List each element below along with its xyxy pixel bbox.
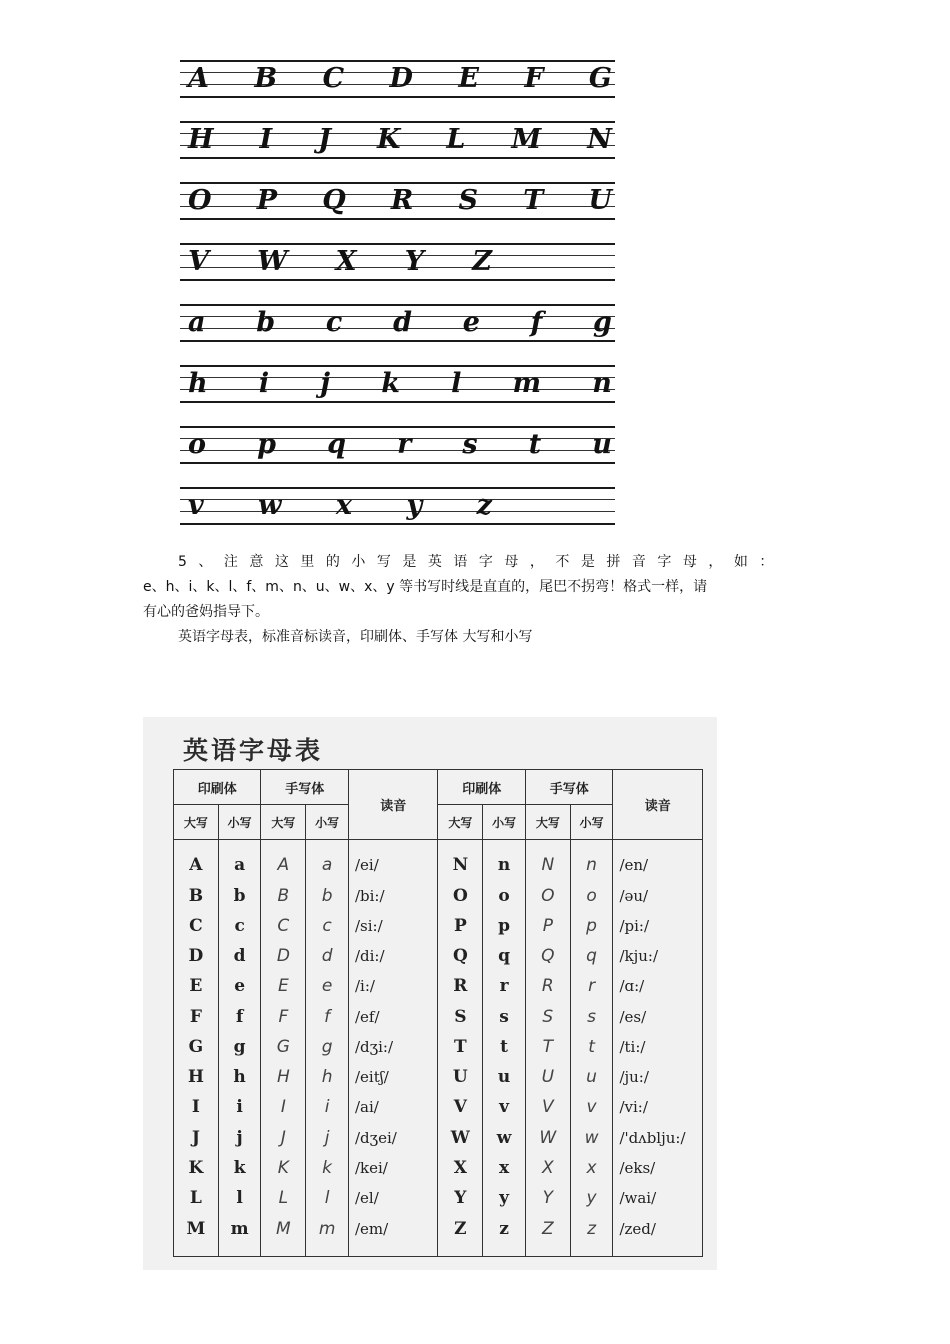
practice-letter: t: [528, 428, 543, 460]
phonetic-cell: /zed/: [613, 1213, 703, 1256]
table-row: [174, 881, 703, 911]
handwriting-lower-cell: h: [306, 1062, 349, 1092]
handwriting-upper-cell: H: [261, 1062, 306, 1092]
practice-letter: M: [511, 123, 543, 155]
practice-letter: v: [188, 489, 205, 521]
print-lower-cell: p: [483, 911, 526, 941]
header-pronunciation-right: 读音: [613, 770, 703, 840]
handwriting-upper-cell: S: [525, 1002, 570, 1032]
handwriting-lower-cell: i: [306, 1092, 349, 1122]
print-upper-cell: X: [438, 1153, 483, 1183]
handwriting-lower-cell: v: [570, 1092, 613, 1122]
header-lower: 小写: [306, 805, 349, 840]
table-row: [174, 1213, 703, 1256]
phonetic-cell: /i:/: [348, 971, 438, 1001]
practice-letter: d: [393, 306, 413, 338]
practice-row: [180, 52, 615, 102]
print-lower-cell: d: [218, 941, 261, 971]
practice-letter: j: [320, 367, 332, 399]
handwriting-upper-cell: D: [261, 941, 306, 971]
phonetic-cell: /wai/: [613, 1183, 703, 1213]
handwriting-lower-cell: t: [570, 1032, 613, 1062]
phonetic-cell: /kju:/: [613, 941, 703, 971]
practice-letter: g: [593, 306, 613, 338]
practice-letter: Y: [404, 245, 426, 277]
handwriting-upper-cell: V: [525, 1092, 570, 1122]
handwriting-upper-cell: Z: [525, 1213, 570, 1256]
handwriting-lower-cell: w: [570, 1122, 613, 1152]
handwriting-lower-cell: m: [306, 1213, 349, 1256]
phonetic-cell: /ju:/: [613, 1062, 703, 1092]
handwriting-lower-cell: q: [570, 941, 613, 971]
practice-row: [180, 357, 615, 407]
handwriting-lower-cell: l: [306, 1183, 349, 1213]
handwriting-upper-cell: N: [525, 840, 570, 881]
phonetic-cell: /ti:/: [613, 1032, 703, 1062]
phonetic-cell: /kei/: [348, 1153, 438, 1183]
handwriting-lower-cell: r: [570, 971, 613, 1001]
practice-letter: k: [381, 367, 401, 399]
practice-letter: K: [376, 123, 402, 155]
practice-letter: A: [188, 62, 210, 94]
practice-letter: W: [257, 245, 289, 277]
handwriting-upper-cell: E: [261, 971, 306, 1001]
header-print-right: 印刷体: [438, 770, 525, 805]
print-upper-cell: N: [438, 840, 483, 881]
practice-letter: n: [592, 367, 613, 399]
practice-row: [180, 235, 615, 285]
print-lower-cell: h: [218, 1062, 261, 1092]
print-lower-cell: j: [218, 1122, 261, 1152]
handwriting-upper-cell: M: [261, 1213, 306, 1256]
print-upper-cell: J: [174, 1122, 219, 1152]
print-upper-cell: Z: [438, 1213, 483, 1256]
print-lower-cell: a: [218, 840, 261, 881]
handwriting-lower-cell: j: [306, 1122, 349, 1152]
practice-letter: S: [458, 184, 480, 216]
print-lower-cell: x: [483, 1153, 526, 1183]
table-row: [174, 1122, 703, 1152]
print-lower-cell: i: [218, 1092, 261, 1122]
practice-row: [180, 479, 615, 529]
print-upper-cell: R: [438, 971, 483, 1001]
handwriting-upper-cell: C: [261, 911, 306, 941]
handwriting-practice-image: [180, 52, 615, 540]
practice-letter: B: [254, 62, 279, 94]
note-line-1: 5、注意这里的小写是英语字母，不是拼音字母，如：: [178, 554, 785, 570]
practice-letter: y: [406, 489, 424, 521]
phonetic-cell: /em/: [348, 1213, 438, 1256]
alphabet-table-image: [143, 717, 717, 1270]
handwriting-lower-cell: e: [306, 971, 349, 1001]
practice-letter: R: [390, 184, 415, 216]
table-row: [174, 1183, 703, 1213]
print-upper-cell: B: [174, 881, 219, 911]
print-lower-cell: o: [483, 881, 526, 911]
header-pronunciation-left: 读音: [348, 770, 438, 840]
practice-letter: e: [462, 306, 481, 338]
table-row: [174, 1092, 703, 1122]
print-upper-cell: G: [174, 1032, 219, 1062]
practice-letter: G: [588, 62, 613, 94]
practice-letter: z: [476, 489, 493, 521]
practice-letter: H: [188, 123, 215, 155]
print-lower-cell: b: [218, 881, 261, 911]
note-line-3: 有心的爸妈指导下。: [143, 604, 269, 620]
phonetic-cell: /ei/: [348, 840, 438, 881]
phonetic-cell: /eks/: [613, 1153, 703, 1183]
print-upper-cell: W: [438, 1122, 483, 1152]
handwriting-upper-cell: Y: [525, 1183, 570, 1213]
table-row: [174, 1062, 703, 1092]
practice-letter: E: [458, 62, 480, 94]
print-upper-cell: Y: [438, 1183, 483, 1213]
header-handwriting-right: 手写体: [525, 770, 612, 805]
practice-letter: T: [523, 184, 545, 216]
practice-letter: p: [257, 428, 277, 460]
phonetic-cell: /si:/: [348, 911, 438, 941]
practice-letter: V: [188, 245, 210, 277]
handwriting-upper-cell: R: [525, 971, 570, 1001]
print-lower-cell: f: [218, 1002, 261, 1032]
alphabet-table-body: [174, 840, 703, 1257]
handwriting-lower-cell: n: [570, 840, 613, 881]
header-lower: 小写: [218, 805, 261, 840]
practice-letter: q: [327, 428, 347, 460]
handwriting-upper-cell: X: [525, 1153, 570, 1183]
practice-letter: h: [188, 367, 209, 399]
alphabet-table: [173, 769, 703, 1257]
print-lower-cell: g: [218, 1032, 261, 1062]
table-row: [174, 971, 703, 1001]
print-upper-cell: T: [438, 1032, 483, 1062]
print-upper-cell: I: [174, 1092, 219, 1122]
print-upper-cell: U: [438, 1062, 483, 1092]
print-upper-cell: D: [174, 941, 219, 971]
practice-letter: i: [258, 367, 271, 399]
phonetic-cell: /es/: [613, 1002, 703, 1032]
handwriting-lower-cell: s: [570, 1002, 613, 1032]
handwriting-upper-cell: U: [525, 1062, 570, 1092]
handwriting-lower-cell: x: [570, 1153, 613, 1183]
print-upper-cell: S: [438, 1002, 483, 1032]
practice-row: [180, 174, 615, 224]
table-row: [174, 1153, 703, 1183]
practice-letter: s: [462, 428, 479, 460]
print-lower-cell: l: [218, 1183, 261, 1213]
practice-letter: o: [188, 428, 208, 460]
handwriting-lower-cell: c: [306, 911, 349, 941]
alphabet-table-title: 英语字母表: [183, 736, 324, 765]
practice-letter: I: [259, 123, 274, 155]
table-row: [174, 1032, 703, 1062]
handwriting-upper-cell: W: [525, 1122, 570, 1152]
handwriting-upper-cell: G: [261, 1032, 306, 1062]
handwriting-upper-cell: T: [525, 1032, 570, 1062]
handwriting-lower-cell: y: [570, 1183, 613, 1213]
print-lower-cell: s: [483, 1002, 526, 1032]
practice-letter: U: [588, 184, 613, 216]
print-upper-cell: P: [438, 911, 483, 941]
practice-letter: D: [389, 62, 414, 94]
handwriting-upper-cell: B: [261, 881, 306, 911]
handwriting-upper-cell: K: [261, 1153, 306, 1183]
print-upper-cell: Q: [438, 941, 483, 971]
practice-letter: f: [530, 306, 544, 338]
handwriting-lower-cell: k: [306, 1153, 349, 1183]
print-upper-cell: L: [174, 1183, 219, 1213]
print-upper-cell: F: [174, 1002, 219, 1032]
table-row: [174, 1002, 703, 1032]
print-lower-cell: r: [483, 971, 526, 1001]
print-lower-cell: y: [483, 1183, 526, 1213]
print-lower-cell: w: [483, 1122, 526, 1152]
handwriting-lower-cell: p: [570, 911, 613, 941]
handwriting-lower-cell: b: [306, 881, 349, 911]
print-lower-cell: m: [218, 1213, 261, 1256]
handwriting-upper-cell: L: [261, 1183, 306, 1213]
phonetic-cell: /dʒei/: [348, 1122, 438, 1152]
practice-letter: l: [451, 367, 463, 399]
print-lower-cell: t: [483, 1032, 526, 1062]
table-row: [174, 840, 703, 881]
header-upper: 大写: [261, 805, 306, 840]
handwriting-upper-cell: I: [261, 1092, 306, 1122]
practice-letter: F: [524, 62, 545, 94]
handwriting-lower-cell: d: [306, 941, 349, 971]
print-lower-cell: k: [218, 1153, 261, 1183]
practice-letter: O: [188, 184, 213, 216]
print-lower-cell: z: [483, 1213, 526, 1256]
phonetic-cell: /en/: [613, 840, 703, 881]
handwriting-upper-cell: Q: [525, 941, 570, 971]
phonetic-cell: /'dʌblju:/: [613, 1122, 703, 1152]
header-print-left: 印刷体: [174, 770, 261, 805]
phonetic-cell: /bi:/: [348, 881, 438, 911]
practice-letter: L: [446, 123, 467, 155]
note-line-2: e、h、i、k、l、f、m、n、u、w、x、y 等书写时线是直直的，尾巴不拐弯！格式一样，请: [143, 579, 708, 595]
practice-row: [180, 113, 615, 163]
header-handwriting-left: 手写体: [261, 770, 348, 805]
phonetic-cell: /ef/: [348, 1002, 438, 1032]
phonetic-cell: /dʒi:/: [348, 1032, 438, 1062]
print-lower-cell: q: [483, 941, 526, 971]
practice-letter: b: [256, 306, 277, 338]
practice-row: [180, 296, 615, 346]
practice-letter: P: [256, 184, 279, 216]
print-lower-cell: v: [483, 1092, 526, 1122]
practice-letter: J: [318, 123, 332, 155]
header-lower: 小写: [483, 805, 526, 840]
print-lower-cell: n: [483, 840, 526, 881]
handwriting-lower-cell: a: [306, 840, 349, 881]
phonetic-cell: /vi:/: [613, 1092, 703, 1122]
print-upper-cell: K: [174, 1153, 219, 1183]
practice-letter: a: [188, 306, 207, 338]
handwriting-lower-cell: z: [570, 1213, 613, 1256]
handwriting-upper-cell: A: [261, 840, 306, 881]
phonetic-cell: /əu/: [613, 881, 703, 911]
table-row: [174, 911, 703, 941]
phonetic-cell: /ai/: [348, 1092, 438, 1122]
handwriting-upper-cell: P: [525, 911, 570, 941]
print-upper-cell: O: [438, 881, 483, 911]
practice-letter: N: [587, 123, 613, 155]
print-upper-cell: A: [174, 840, 219, 881]
header-upper: 大写: [525, 805, 570, 840]
handwriting-upper-cell: F: [261, 1002, 306, 1032]
print-lower-cell: c: [218, 911, 261, 941]
print-upper-cell: C: [174, 911, 219, 941]
practice-letter: c: [325, 306, 344, 338]
handwriting-lower-cell: g: [306, 1032, 349, 1062]
table-row: [174, 941, 703, 971]
header-lower: 小写: [570, 805, 613, 840]
header-upper: 大写: [174, 805, 219, 840]
practice-letter: x: [335, 489, 353, 521]
practice-letter: Q: [322, 184, 347, 216]
practice-letter: C: [322, 62, 346, 94]
print-upper-cell: M: [174, 1213, 219, 1256]
phonetic-cell: /pi:/: [613, 911, 703, 941]
practice-letter: w: [258, 489, 283, 521]
handwriting-lower-cell: o: [570, 881, 613, 911]
alphabet-table-caption: 英语字母表，标准音标读音，印刷体、手写体 大写和小写: [178, 629, 533, 645]
practice-letter: u: [592, 428, 613, 460]
practice-letter: X: [335, 245, 358, 277]
handwriting-lower-cell: u: [570, 1062, 613, 1092]
print-upper-cell: H: [174, 1062, 219, 1092]
practice-letter: m: [512, 367, 543, 399]
phonetic-cell: /di:/: [348, 941, 438, 971]
practice-row: [180, 418, 615, 468]
practice-letter: r: [397, 428, 413, 460]
print-upper-cell: V: [438, 1092, 483, 1122]
handwriting-lower-cell: f: [306, 1002, 349, 1032]
phonetic-cell: /ɑ:/: [613, 971, 703, 1001]
print-lower-cell: u: [483, 1062, 526, 1092]
print-upper-cell: E: [174, 971, 219, 1001]
header-upper: 大写: [438, 805, 483, 840]
phonetic-cell: /eitʃ/: [348, 1062, 438, 1092]
phonetic-cell: /el/: [348, 1183, 438, 1213]
print-lower-cell: e: [218, 971, 261, 1001]
handwriting-upper-cell: J: [261, 1122, 306, 1152]
practice-letter: Z: [472, 245, 493, 277]
handwriting-upper-cell: O: [525, 881, 570, 911]
